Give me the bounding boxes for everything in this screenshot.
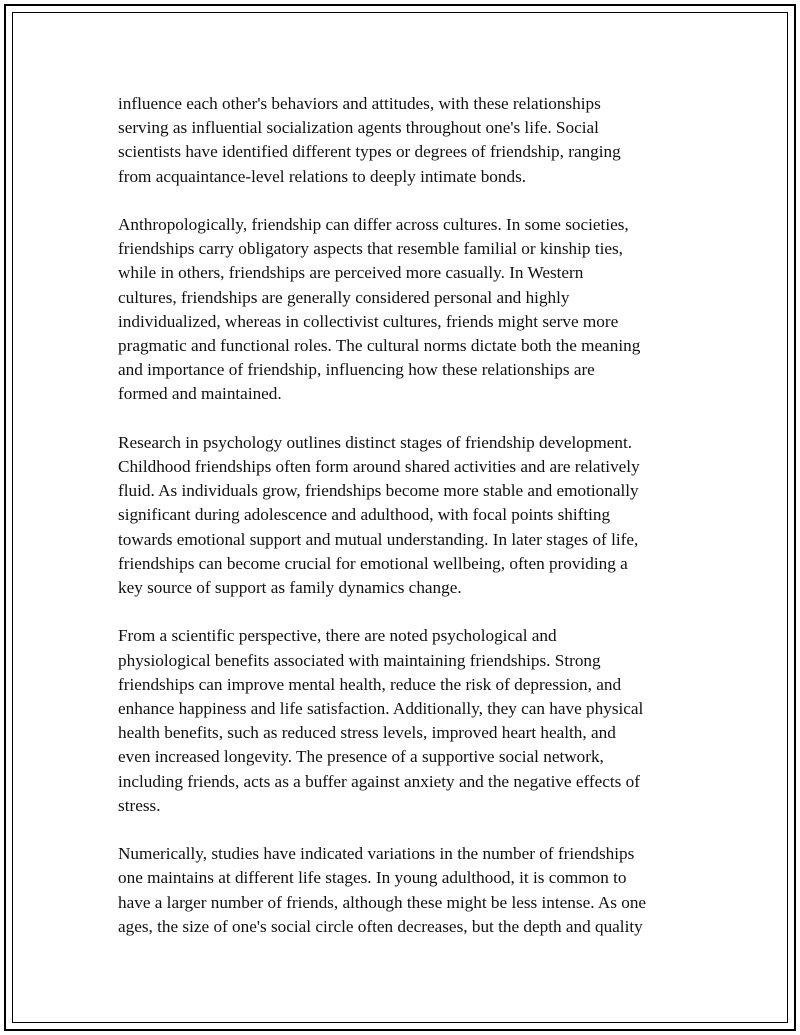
- paragraph-numerical-variations: Numerically, studies have indicated variations in the number of friendships one maintains at different life stages. In young adulthood, it is common to have a larger number of friends, although these might be less intense. As one ages, the size of one's social circle often decreases, but the depth and quality: [118, 844, 647, 936]
- paragraph-socialization: influence each other's behaviors and attitudes, with these relationships serving as influential socialization agents throughout one's life. Social scientists have identified different types or degrees of friendship, ranging from acquaintance-level relations to deeply intimate bonds.: [118, 94, 621, 186]
- paragraph-scientific-benefits: From a scientific perspective, there are noted psychological and physiological benefits associated with maintaining friendships. Strong friendships can improve mental health, reduce the risk of depression, and enhance happiness and life satisfaction. Additionally, they can have physical health benefits, such as reduced stress levels, improved heart health, and even increased longevity. The presence of a supportive social network, including friends, acts as a buffer against anxiety and the negative effects of stress.: [118, 626, 644, 815]
- paragraph-psychology-stages: Research in psychology outlines distinct stages of friendship development. Childhood friendships often form around shared activities and are relatively fluid. As individuals grow, friendships become more stable and emotionally significant during adolescence and adulthood, with focal points shifting towards emotional support and mutual understanding. In later stages of life, friendships can become crucial for emotional wellbeing, often providing a key source of support as family dynamics change.: [118, 432, 640, 598]
- paragraph-anthropology: Anthropologically, friendship can differ across cultures. In some societies, friendships carry obligatory aspects that resemble familial or kinship ties, while in others, friendships are perceived more casually. In Western cultures, friendships are generally considered personal and highly individualized, whereas in collectivist cultures, friends might serve more pragmatic and functional roles. The cultural norms dictate both the meaning and importance of friendship, influencing how these relationships are formed and maintained.: [118, 215, 641, 404]
- document-body: [118, 92, 688, 963]
